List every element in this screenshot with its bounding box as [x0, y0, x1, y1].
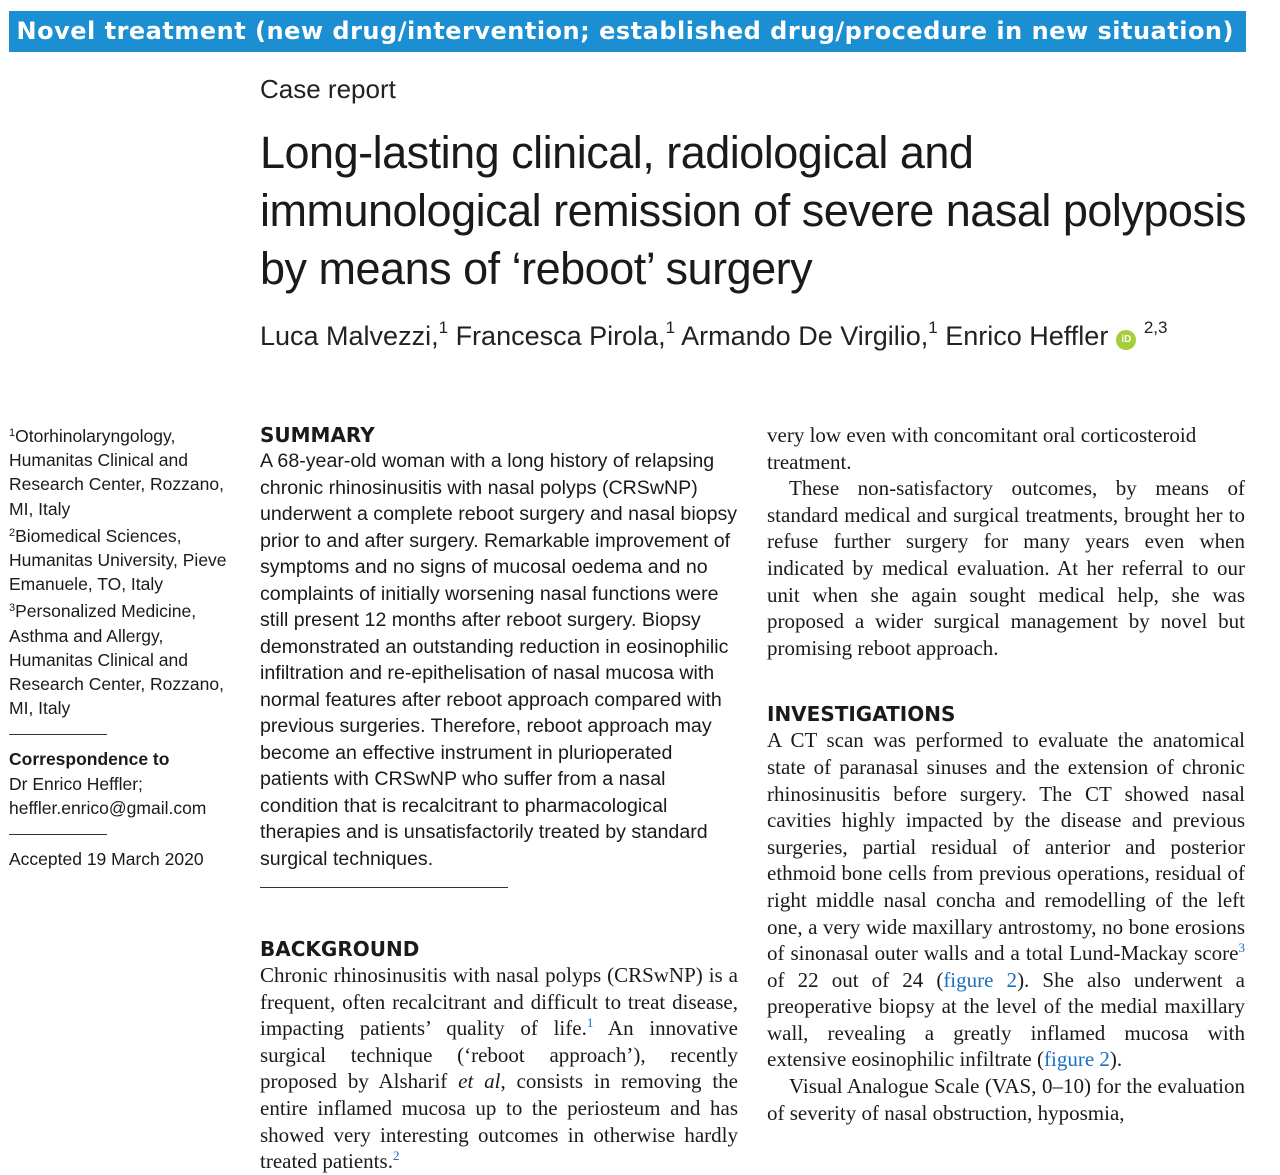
- figure-link[interactable]: figure 2: [943, 967, 1018, 992]
- text-run: An innovative surgical technique (‘reboot approach’), recently proposed by Alsharif: [260, 1016, 738, 1094]
- affiliation-text: Biomedical Sciences, Humanitas University, Pieve Emanuele, TO, Italy: [9, 525, 227, 595]
- reference-link[interactable]: 1: [586, 1015, 594, 1031]
- affiliation: [9, 421, 244, 521]
- background-paragraph: [260, 962, 738, 1175]
- section-banner: Novel treatment (new drug/intervention; established drug/procedure in new situation): [9, 11, 1246, 52]
- reference-link[interactable]: 3: [1238, 940, 1245, 956]
- middle-column: [260, 422, 738, 1175]
- author-name[interactable]: Luca Malvezzi,: [260, 321, 439, 351]
- divider: [9, 834, 107, 835]
- reference-link[interactable]: 2: [392, 1148, 400, 1164]
- investigations-paragraph: [767, 727, 1245, 1073]
- summary-heading: SUMMARY: [260, 423, 375, 447]
- right-column: [767, 422, 1245, 1126]
- author-name[interactable]: Armando De Virgilio,: [681, 321, 929, 351]
- correspondence-name: Dr Enrico Heffler;: [9, 773, 143, 794]
- paragraph: Visual Analogue Scale (VAS, 0–10) for the evaluation of severity of nasal obstruction, hyposmia,: [767, 1074, 1245, 1125]
- affiliation-number: 2: [9, 526, 16, 539]
- author-affiliation-ref: 2,3: [1143, 318, 1168, 337]
- text-run: of 22 out of 24 (: [767, 967, 944, 992]
- divider: [9, 734, 107, 735]
- text-run: et al: [458, 1069, 501, 1094]
- author-name[interactable]: Enrico Heffler: [945, 321, 1109, 351]
- author-name[interactable]: Francesca Pirola,: [455, 321, 666, 351]
- paragraph: These non-satisfactory outcomes, by means of standard medical and surgical treatments, brought her to refuse further surgery for many years even when indicated by medical evaluation. At her referral to our unit when she again sought medical help, she was proposed a wider surgical management by novel but promising reboot approach.: [767, 476, 1245, 660]
- background-heading: BACKGROUND: [260, 937, 420, 961]
- affiliation: [9, 521, 244, 597]
- correspondence-email[interactable]: heffler.enrico@gmail.com: [9, 797, 207, 818]
- sidebar-metadata: [9, 421, 244, 871]
- author-affiliation-ref: 1: [438, 318, 449, 337]
- text-run: ).: [1109, 1047, 1123, 1072]
- accepted-date: Accepted 19 March 2020: [9, 849, 204, 870]
- text-run: A CT scan was performed to evaluate the anatomical state of paranasal sinuses and the extension of chronic rhinosinusitis before surgery. The CT showed nasal cavities highly impacted by the disease and previous surgeries, partial residual of anterior and posterior ethmoid bone cells from previous operations, residual of right middle nasal concha and remodelling of the left one, a very wide maxillary antrostomy, no bone erosions of sinonasal outer walls and a total Lund-Mackay score: [767, 728, 1245, 966]
- article-title: Long-lasting clinical, radiological and immunological remission of severe nasal polyposis by means of ‘reboot’ surgery: [260, 127, 1246, 294]
- orcid-icon[interactable]: iD: [1116, 330, 1136, 350]
- continued-paragraph: very low even with concomitant oral corticosteroid treatment.: [767, 423, 1197, 474]
- affiliation-text: Personalized Medicine, Asthma and Allergy, Humanitas Clinical and Research Center, Rozzano, MI, Italy: [9, 601, 224, 719]
- author-affiliation-ref: 1: [928, 318, 938, 337]
- text-run: ). She also underwent a preoperative biopsy at the level of the medial maxillary wall, revealing a greatly inflamed mucosa with extensive eosinophilic infiltrate (: [767, 967, 1245, 1072]
- article-type: Case report: [260, 74, 396, 104]
- affiliation-number: 3: [9, 602, 16, 615]
- affiliation-text: Otorhinolaryngology, Humanitas Clinical and Research Center, Rozzano, MI, Italy: [9, 426, 224, 519]
- affiliation: [9, 596, 244, 720]
- summary-text: A 68-year-old woman with a long history of relapsing chronic rhinosinusitis with nasal polyps (CRSwNP) underwent a complete reboot surgery and nasal biopsy prior to and after surgery. Remarkable improvement of symptoms and no signs of mucosal oedema and no complaints of initially worsening nasal functions were still present 12 months after reboot surgery. Biopsy demonstrated an outstanding reduction in eosinophilic infiltration and re-epithelisation of nasal mucosa with normal features after reboot approach compared with previous surgeries. Therefore, reboot approach may become an effective instrument in plurioperated patients with CRSwNP who suffer from a nasal condition that is recalcitrant to pharmacological therapies and is unsatisfactorily treated by standard surgical techniques.: [260, 450, 738, 870]
- divider: [260, 887, 508, 888]
- affiliation-number: 1: [9, 427, 16, 439]
- text-run: , consists in removing the entire inflamed mucosa up to the periosteum and has showed very interesting outcomes in otherwise hardly treated patients.: [260, 1069, 738, 1174]
- author-list: [260, 318, 1167, 352]
- correspondence-heading: Correspondence to: [9, 749, 170, 770]
- investigations-heading: INVESTIGATIONS: [767, 702, 956, 727]
- text-run: Chronic rhinosinusitis with nasal polyps (CRSwNP) is a frequent, often recalcitrant and difficult to treat disease, impacting patients’ quality of life.: [260, 963, 738, 1041]
- author-affiliation-ref: 1: [665, 318, 676, 337]
- figure-link[interactable]: figure 2: [1044, 1047, 1110, 1072]
